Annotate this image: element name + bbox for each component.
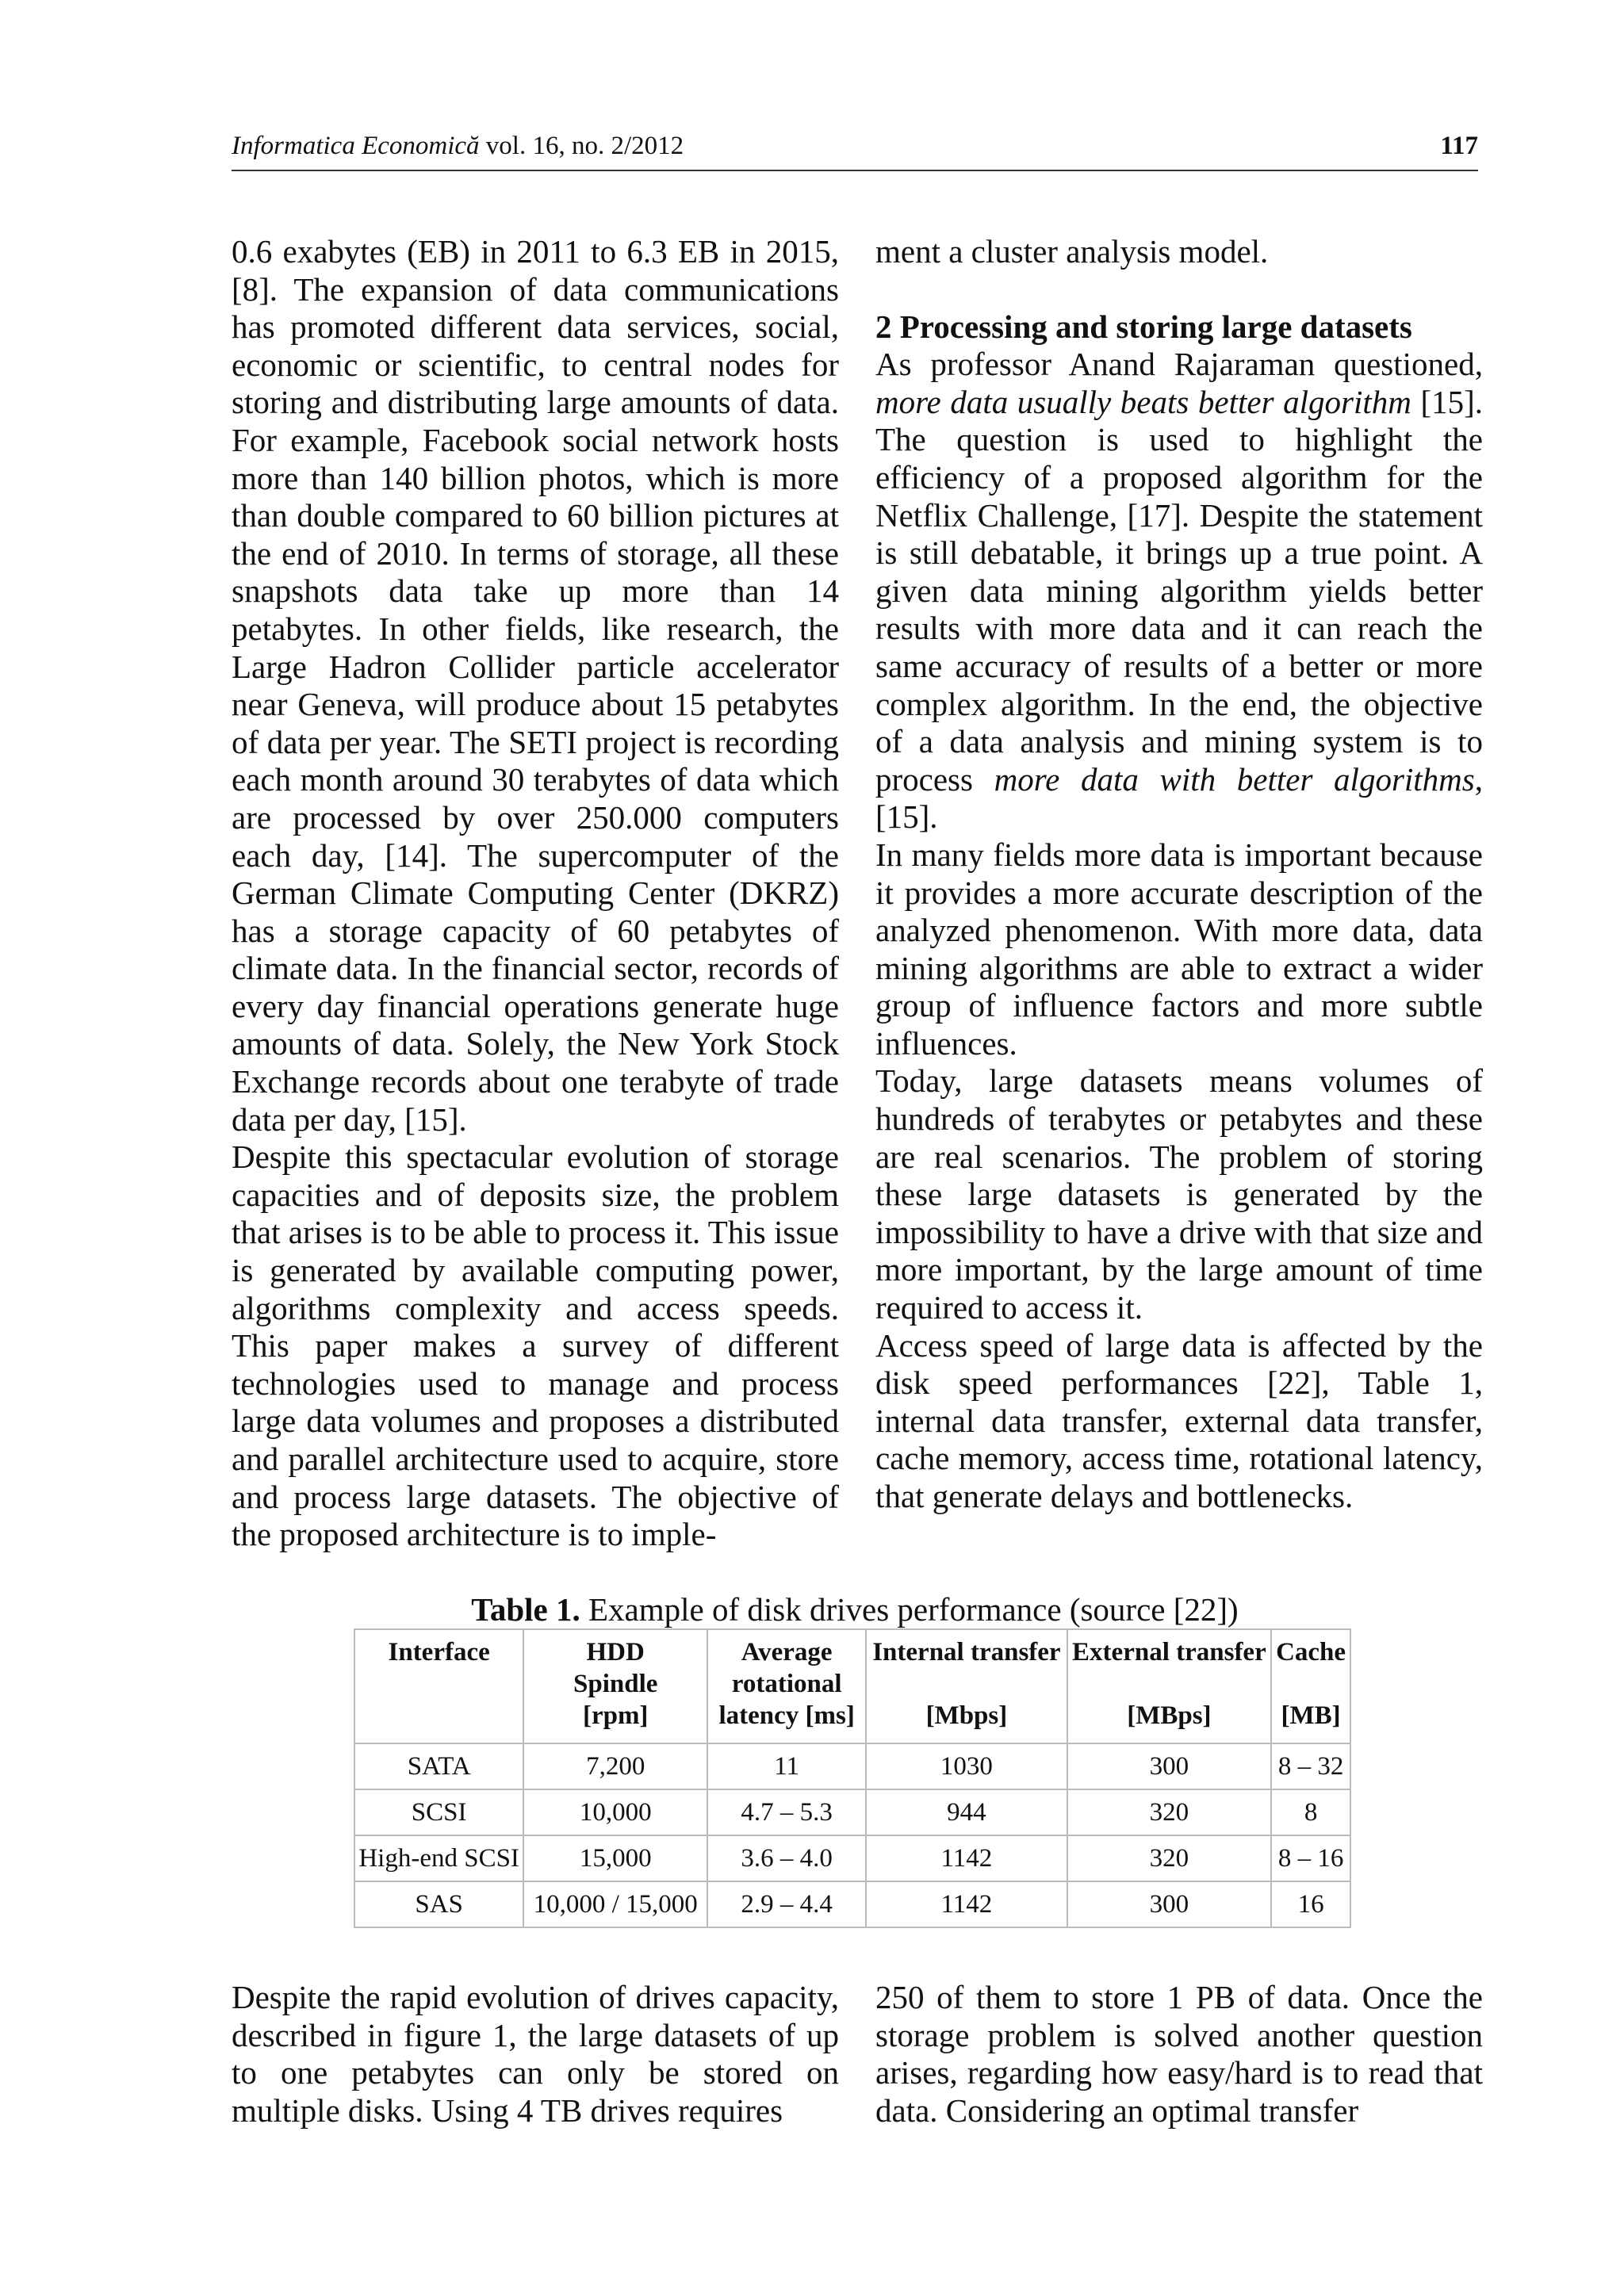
header-interface: Interface xyxy=(354,1629,523,1743)
emphasis-text: more data with better algorithms xyxy=(994,760,1475,798)
journal-citation xyxy=(232,132,684,161)
cell-cache: 16 xyxy=(1271,1881,1350,1927)
cell-interface: SAS xyxy=(354,1881,523,1927)
table-row xyxy=(354,1835,1350,1881)
paragraph: Today, large datasets means volumes of hundreds of terabytes or petabytes and these are real scenarios. The problem of storing these large datasets is generated by the impossibility to have a drive with that size and more important, by the large amount of time required to access it. xyxy=(875,1062,1483,1326)
cell-spindle: 10,000 xyxy=(523,1789,707,1835)
paragraph: In many fields more data is important because it provides a more accurate description of the analyzed phenomenon. With more data, data mining algorithms are able to extract a wider group of influence factors and more subtle influences. xyxy=(875,836,1483,1062)
cell-external: 320 xyxy=(1067,1835,1272,1881)
table-caption xyxy=(232,1590,1478,1628)
cell-latency: 2.9 – 4.4 xyxy=(707,1881,866,1927)
paragraph: 250 of them to store 1 PB of data. Once the storage problem is solved another question arises, regarding how easy/hard is to read that data. Considering an optimal transfer xyxy=(875,1979,1483,2129)
cell-internal: 1030 xyxy=(866,1743,1067,1789)
header-latency: Average rotational latency [ms] xyxy=(707,1629,866,1743)
cell-external: 300 xyxy=(1067,1743,1272,1789)
header-external-transfer: External transfer [MBps] xyxy=(1067,1629,1272,1743)
table-row xyxy=(354,1789,1350,1835)
running-header xyxy=(232,132,1478,171)
table-row xyxy=(354,1881,1350,1927)
cell-latency: 3.6 – 4.0 xyxy=(707,1835,866,1881)
disk-performance-table xyxy=(354,1628,1351,1928)
text-span: As professor Anand Rajaraman questioned, xyxy=(875,346,1483,383)
left-column-top xyxy=(232,233,839,1554)
page-number: 117 xyxy=(1440,132,1478,160)
header-internal-transfer: Internal transfer [Mbps] xyxy=(866,1629,1067,1743)
cell-cache: 8 – 32 xyxy=(1271,1743,1350,1789)
paragraph: Access speed of large data is affected by the disk speed performances [22], Table 1, internal data transfer, external data transfer, cache memory, access time, rotational latency, that generate delays and bottlenecks. xyxy=(875,1326,1483,1514)
cell-interface: SATA xyxy=(354,1743,523,1789)
header-spindle: HDD Spindle [rpm] xyxy=(523,1629,707,1743)
cell-spindle: 7,200 xyxy=(523,1743,707,1789)
cell-latency: 4.7 – 5.3 xyxy=(707,1789,866,1835)
cell-external: 300 xyxy=(1067,1881,1272,1927)
cell-interface: SCSI xyxy=(354,1789,523,1835)
paragraph: 0.6 exabytes (EB) in 2011 to 6.3 EB in 2015, [8]. The expansion of data communications has promoted different data services, social, economic or scientific, to central nodes for storing and distributing large amounts of data. For example, Facebook social network hosts more than 140 billion photos, which is more than double compared to 60 billion pictures at the end of 2010. In terms of storage, all these snapshots data take up more than 14 petabytes. In other fields, like research, the Large Hadron Collider particle accelerator near Geneva, will produce about 15 petabytes of data per year. The SETI project is recording each month around 30 terabytes of data which are processed by over 250.000 computers each day, [14]. The supercomputer of the German Climate Computing Center (DKRZ) has a storage capacity of 60 petabytes of climate data. In the financial sector, records of every day financial operations generate huge amounts of data. Solely, the New York Stock Exchange records about one terabyte of trade data per day, [15]. xyxy=(232,233,839,1138)
header-cache: Cache [MB] xyxy=(1271,1629,1350,1743)
emphasis-text: more data usually beats better algorithm xyxy=(875,383,1411,420)
cell-cache: 8 xyxy=(1271,1789,1350,1835)
paragraph xyxy=(875,346,1483,836)
table-caption-label: Table 1. xyxy=(471,1591,580,1628)
journal-issue: vol. 16, no. 2/2012 xyxy=(479,132,684,160)
text-span: [15]. The question is used to highlight the efficiency of a proposed algorithm for the Netflix Challenge, [17]. Despite the statement is still debatable, it brings up a true point. A given data mining algorithm yields better results with more data and it can reach the same accuracy of results of a better or more complex algorithm. In the end, the objective of a data analysis and mining system is to process xyxy=(875,383,1484,798)
cell-internal: 944 xyxy=(866,1789,1067,1835)
cell-internal: 1142 xyxy=(866,1835,1067,1881)
table-row xyxy=(354,1743,1350,1789)
cell-spindle: 10,000 / 15,000 xyxy=(523,1881,707,1927)
paragraph: Despite the rapid evolution of drives capacity, described in figure 1, the large datasets of up to one petabytes can only be stored on multiple disks. Using 4 TB drives requires xyxy=(232,1979,839,2129)
right-column-bottom xyxy=(875,1979,1483,2130)
cell-latency: 11 xyxy=(707,1743,866,1789)
left-column-bottom xyxy=(232,1979,839,2130)
paragraph: ment a cluster analysis model. xyxy=(875,233,1269,270)
cell-cache: 8 – 16 xyxy=(1271,1835,1350,1881)
cell-spindle: 15,000 xyxy=(523,1835,707,1881)
paragraph: Despite this spectacular evolution of storage capacities and of deposits size, the problem that arises is to be able to process it. This issue is generated by available computing power, algorithms complexity and access speeds. This paper makes a survey of different technologies used to manage and process large data volumes and proposes a distributed and parallel architecture used to acquire, store and process large datasets. The objective of the proposed architecture is to imple- xyxy=(232,1138,839,1553)
table-caption-text: Example of disk drives performance (source [22]) xyxy=(580,1591,1239,1628)
cell-internal: 1142 xyxy=(866,1881,1067,1927)
text-span: , [15]. xyxy=(875,760,1483,836)
table-header-row xyxy=(354,1629,1350,1743)
section-heading: 2 Processing and storing large datasets xyxy=(875,308,1412,345)
right-column-top xyxy=(875,233,1483,1516)
cell-external: 320 xyxy=(1067,1789,1272,1835)
cell-interface: High-end SCSI xyxy=(354,1835,523,1881)
journal-name: Informatica Economică xyxy=(232,132,480,160)
